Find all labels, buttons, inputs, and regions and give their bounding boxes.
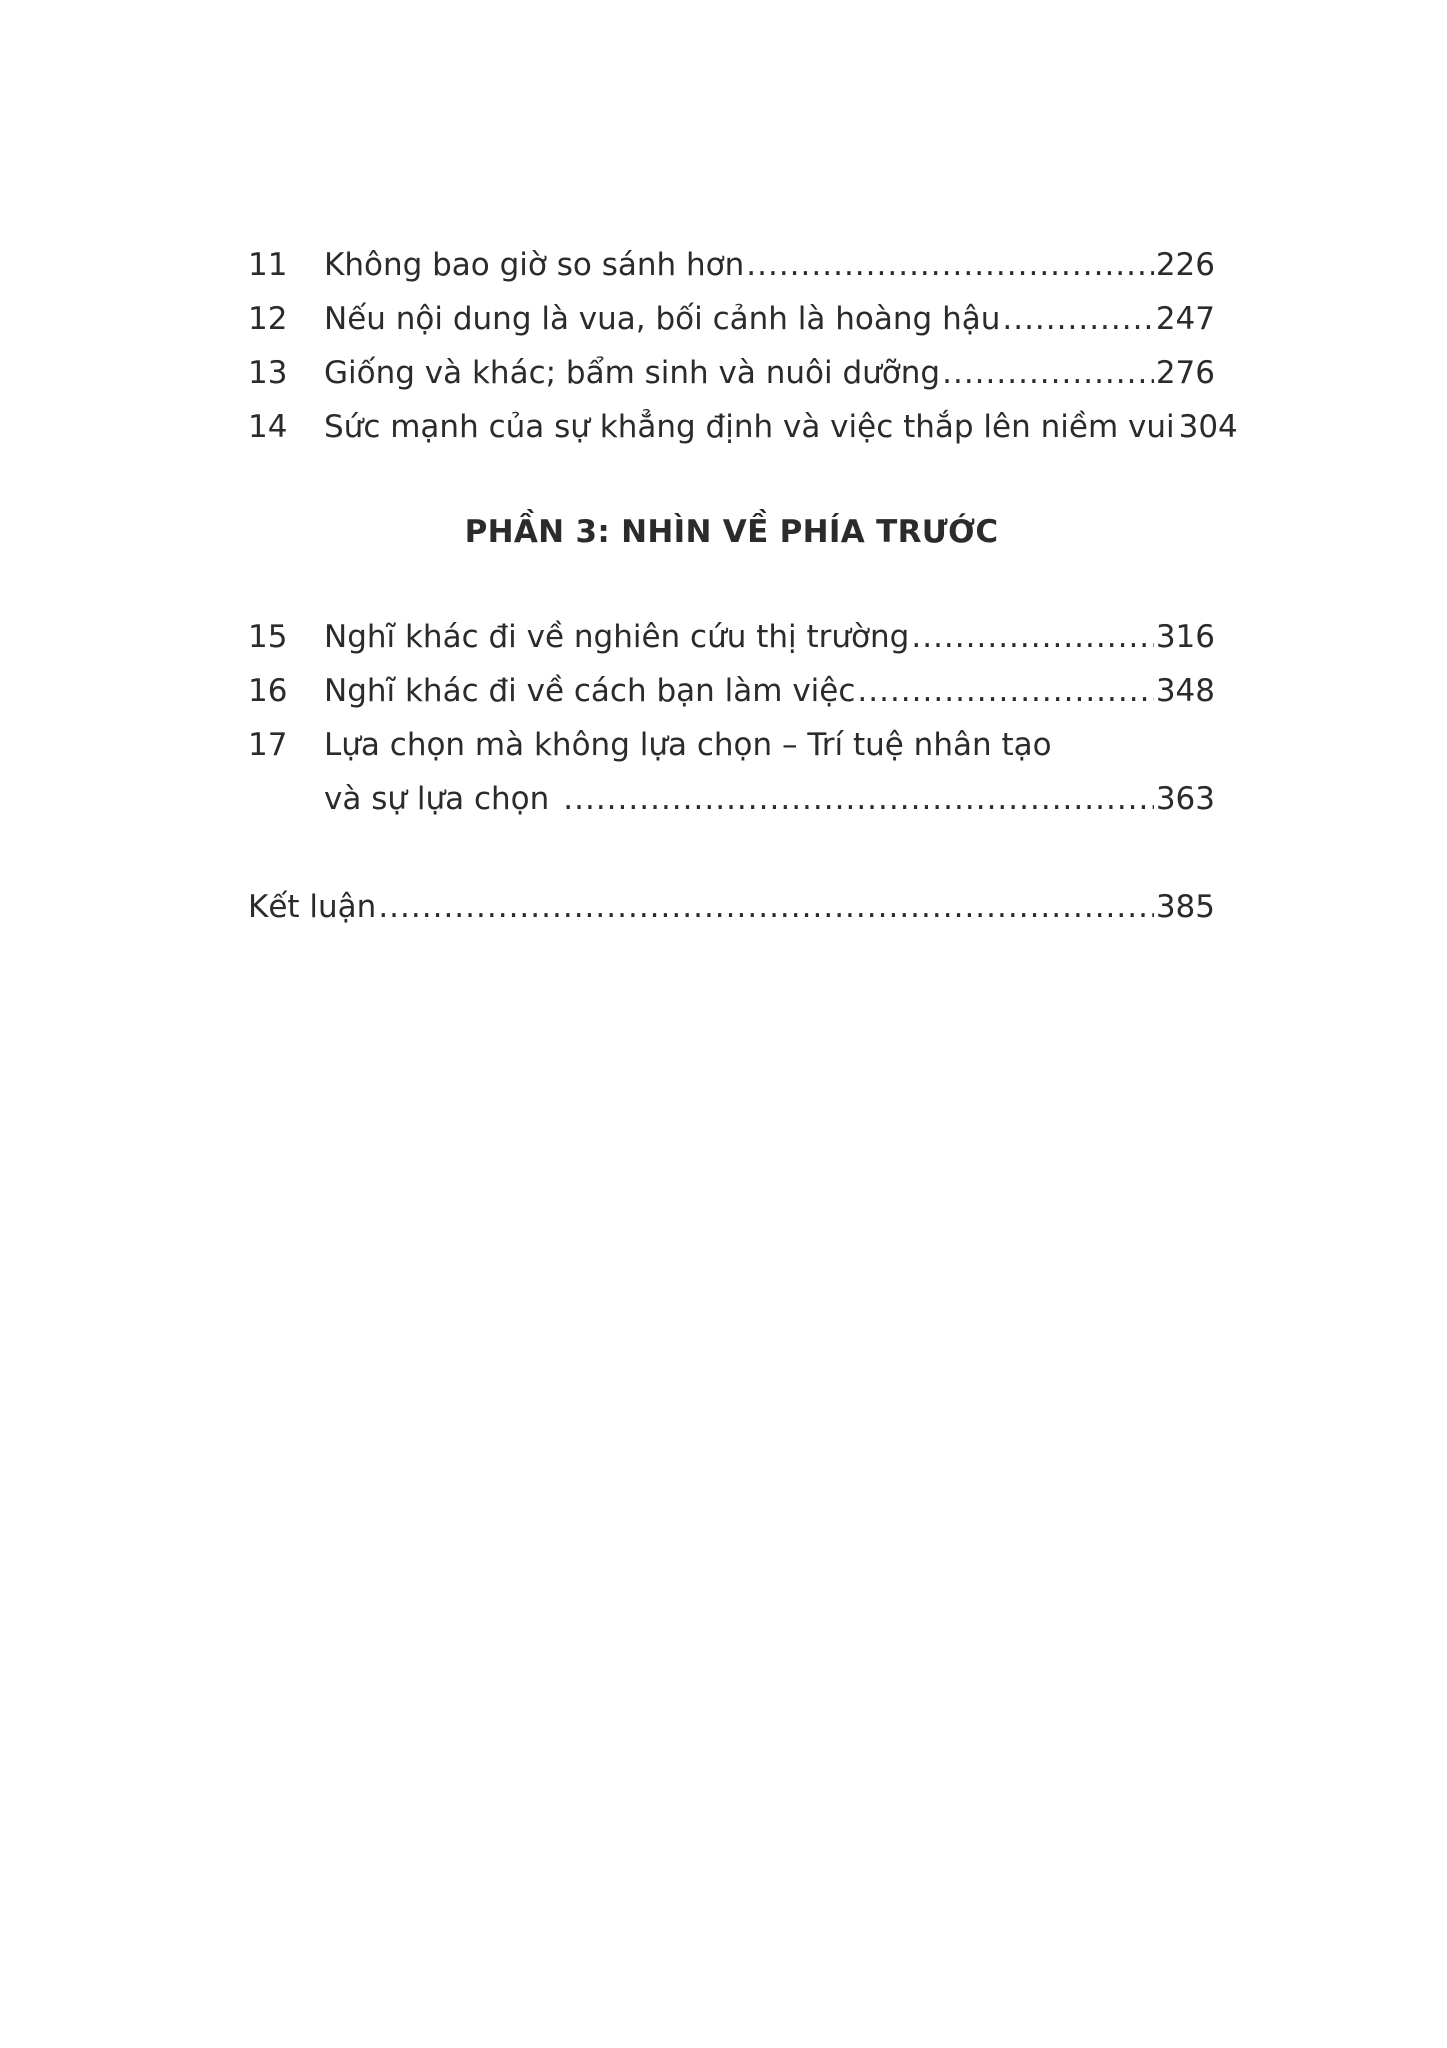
conclusion-title: Kết luận <box>248 889 377 925</box>
dot-leader <box>378 880 1154 934</box>
toc-entry-conclusion[interactable] <box>248 880 1215 934</box>
toc-entry-17-continuation[interactable] <box>248 772 1215 826</box>
dot-leader <box>746 238 1154 292</box>
page-number: 226 <box>1155 247 1215 283</box>
toc-entry-14[interactable] <box>248 400 1238 454</box>
chapter-title: Giống và khác; bẩm sinh và nuôi dưỡng <box>324 355 941 391</box>
chapter-title: Lựa chọn mà không lựa chọn – Trí tuệ nhân tạo <box>324 727 1052 763</box>
chapter-number: 13 <box>248 355 288 391</box>
dot-leader <box>563 772 1154 826</box>
table-of-contents <box>248 238 1238 934</box>
dot-leader <box>1002 292 1153 346</box>
chapter-number: 11 <box>248 247 288 283</box>
chapter-number: 17 <box>248 727 288 763</box>
page-number: 385 <box>1155 889 1215 925</box>
spacer <box>248 826 1215 880</box>
section-heading-part-3: PHẦN 3: NHÌN VỀ PHÍA TRƯỚC <box>464 514 999 550</box>
chapter-title-continuation: và sự lựa chọn <box>324 781 550 817</box>
toc-entry-17[interactable] <box>248 718 1215 772</box>
dot-leader <box>911 610 1153 664</box>
page-number: 316 <box>1155 619 1215 655</box>
page-number: 363 <box>1155 781 1215 817</box>
chapter-title: Nghĩ khác đi về cách bạn làm việc <box>324 673 856 709</box>
chapter-title: Nếu nội dung là vua, bối cảnh là hoàng hậu <box>324 301 1001 337</box>
toc-entry-16[interactable] <box>248 664 1215 718</box>
page-number: 247 <box>1155 301 1215 337</box>
page-number: 348 <box>1155 673 1215 709</box>
chapter-number: 12 <box>248 301 288 337</box>
chapter-number: 16 <box>248 673 288 709</box>
dot-leader <box>857 664 1153 718</box>
toc-entry-13[interactable] <box>248 346 1215 400</box>
chapter-title: Nghĩ khác đi về nghiên cứu thị trường <box>324 619 910 655</box>
chapter-title: Sức mạnh của sự khẳng định và việc thắp lên niềm vui <box>324 409 1175 445</box>
page-number: 304 <box>1178 409 1238 445</box>
page-number: 276 <box>1155 355 1215 391</box>
chapter-title: Không bao giờ so sánh hơn <box>324 247 745 283</box>
dot-leader <box>942 346 1154 400</box>
toc-entry-11[interactable] <box>248 238 1215 292</box>
toc-entry-15[interactable] <box>248 610 1215 664</box>
chapter-number: 14 <box>248 409 288 445</box>
toc-entry-12[interactable] <box>248 292 1215 346</box>
chapter-number: 15 <box>248 619 288 655</box>
